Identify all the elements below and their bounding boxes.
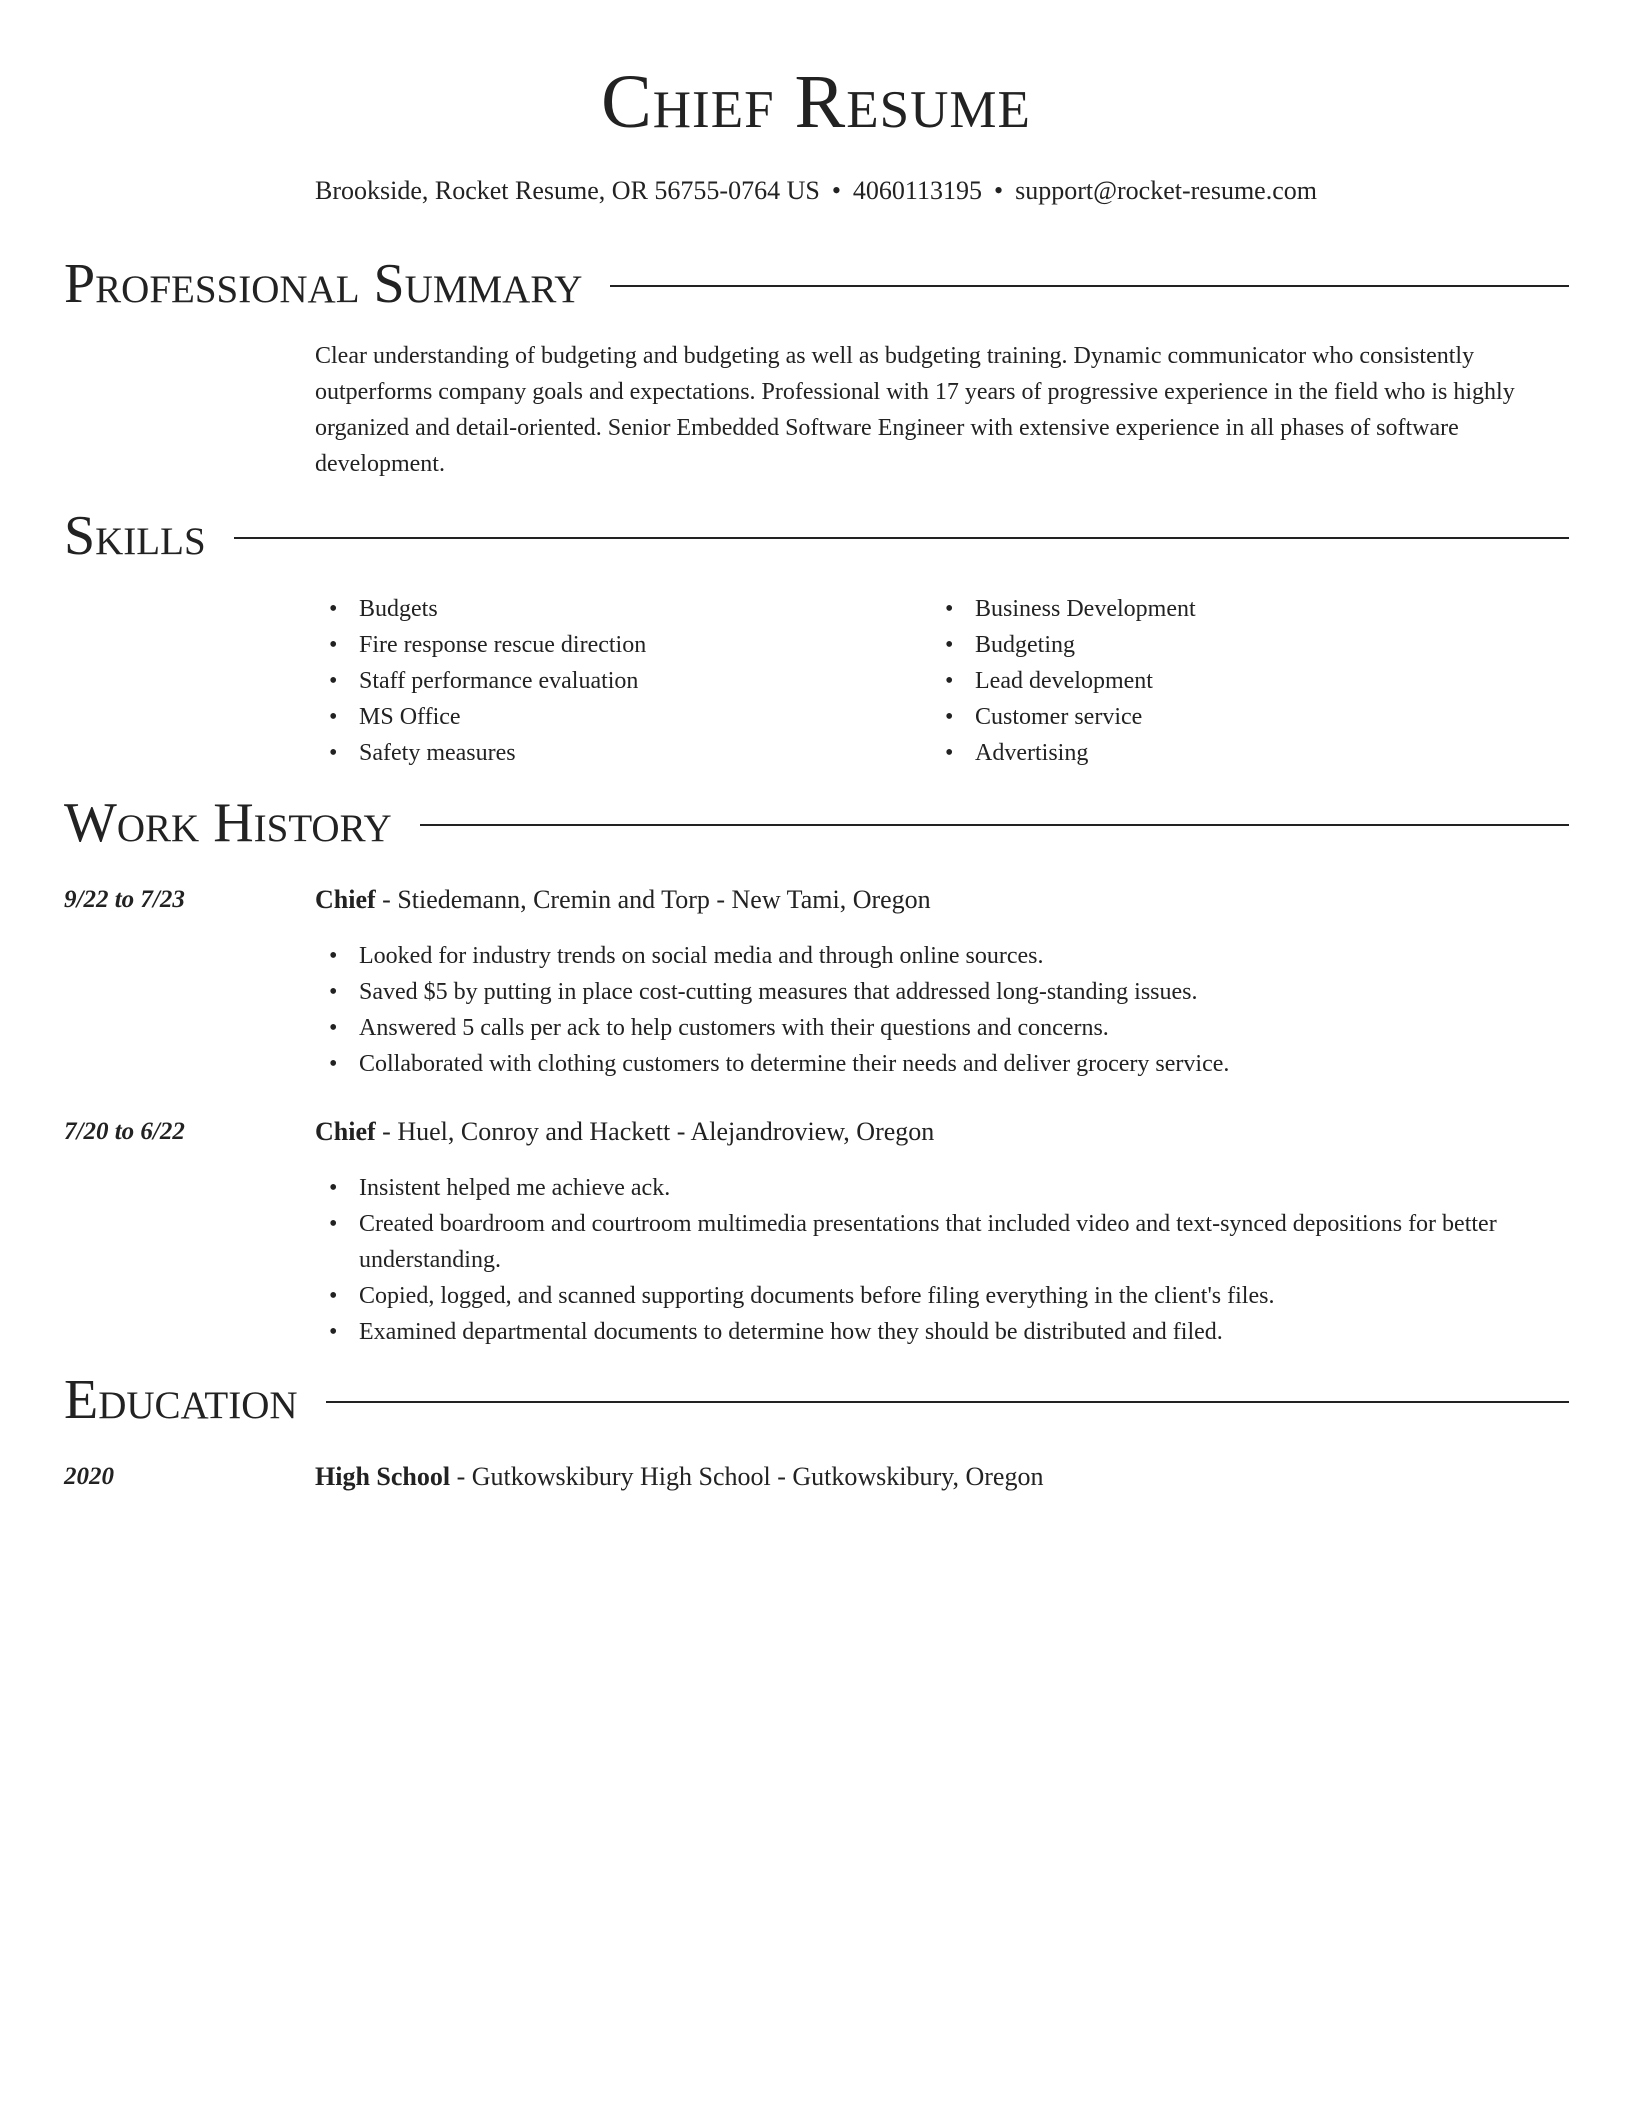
job-dates: 7/20 to 6/22 [64,1118,185,1145]
contact-email: support@rocket-resume.com [1015,176,1317,205]
contact-separator: • [831,176,841,205]
skill-item: • Fire response rescue direction [315,627,915,663]
section-title-summary: Professional Summary [64,254,610,314]
summary-text: Clear understanding of budgeting and budgeting as well as budgeting training. Dynamic communicator who consistently outperforms company goals and expectations. Professional with 17 years of progressive experience in the field who is highly organized and detail-oriented. Senior Embedded Software Engineer with extensive experience in all phases of software development. [315,343,1515,477]
section-divider [64,537,1569,539]
skill-item: • Customer service [931,699,1531,735]
duty-item: • Copied, logged, and scanned supporting documents before filing everything in the client's files. [315,1278,1570,1314]
skill-item: • MS Office [315,699,915,735]
contact-phone: 4060113195 [852,176,982,205]
duty-item: • Insistent helped me achieve ack. [315,1170,1570,1206]
job-employer: - Stiedemann, Cremin and Torp - New Tami, Oregon [375,885,931,914]
education-year: 2020 [64,1463,114,1490]
section-title-education: Education [64,1370,326,1430]
education-school: - Gutkowskibury High School - Gutkowskibury, Oregon [450,1462,1044,1491]
job-title [315,1114,1570,1150]
job-role: Chief [315,885,376,914]
skill-item: • Staff performance evaluation [315,663,915,699]
contact-separator: • [993,176,1004,205]
duty-item: • Collaborated with clothing customers to determine their needs and deliver grocery service. [315,1046,1570,1082]
duty-item: • Saved $5 by putting in place cost-cutting measures that addressed long-standing issues. [315,974,1570,1010]
section-title-work: Work History [64,793,420,853]
section-header-education [64,1370,1569,1430]
section-header-work [64,793,1569,853]
section-header-skills [64,506,1569,566]
job-title [315,882,1570,918]
section-header-summary [64,254,1569,314]
job-dates: 9/22 to 7/23 [64,886,185,913]
contact-address: Brookside, Rocket Resume, OR 56755-0764 US [315,176,820,205]
duty-item: • Examined departmental documents to determine how they should be distributed and filed. [315,1314,1570,1350]
job-duties [315,1170,1570,1350]
skill-item: • Budgets [315,591,915,627]
skill-item: • Advertising [931,735,1531,771]
duty-item: • Answered 5 calls per ack to help customers with their questions and concerns. [315,1010,1570,1046]
duty-item: • Looked for industry trends on social media and through online sources. [315,938,1570,974]
contact-line [0,174,1632,208]
duty-item: • Created boardroom and courtroom multimedia presentations that included video and text-synced depositions for better understanding. [315,1206,1570,1278]
section-title-skills: Skills [64,506,234,566]
skill-item: • Safety measures [315,735,915,771]
job-role: Chief [315,1117,376,1146]
resume-name: Chief Resume [601,60,1031,144]
skill-item: • Lead development [931,663,1531,699]
education-title [315,1459,1570,1495]
skill-item: • Business Development [931,591,1531,627]
skill-item: • Budgeting [931,627,1531,663]
skills-list-right [931,591,1531,771]
education-degree: High School [315,1462,451,1491]
skills-list-left [315,591,915,771]
job-duties [315,938,1570,1082]
job-employer: - Huel, Conroy and Hackett - Alejandroview, Oregon [375,1117,935,1146]
